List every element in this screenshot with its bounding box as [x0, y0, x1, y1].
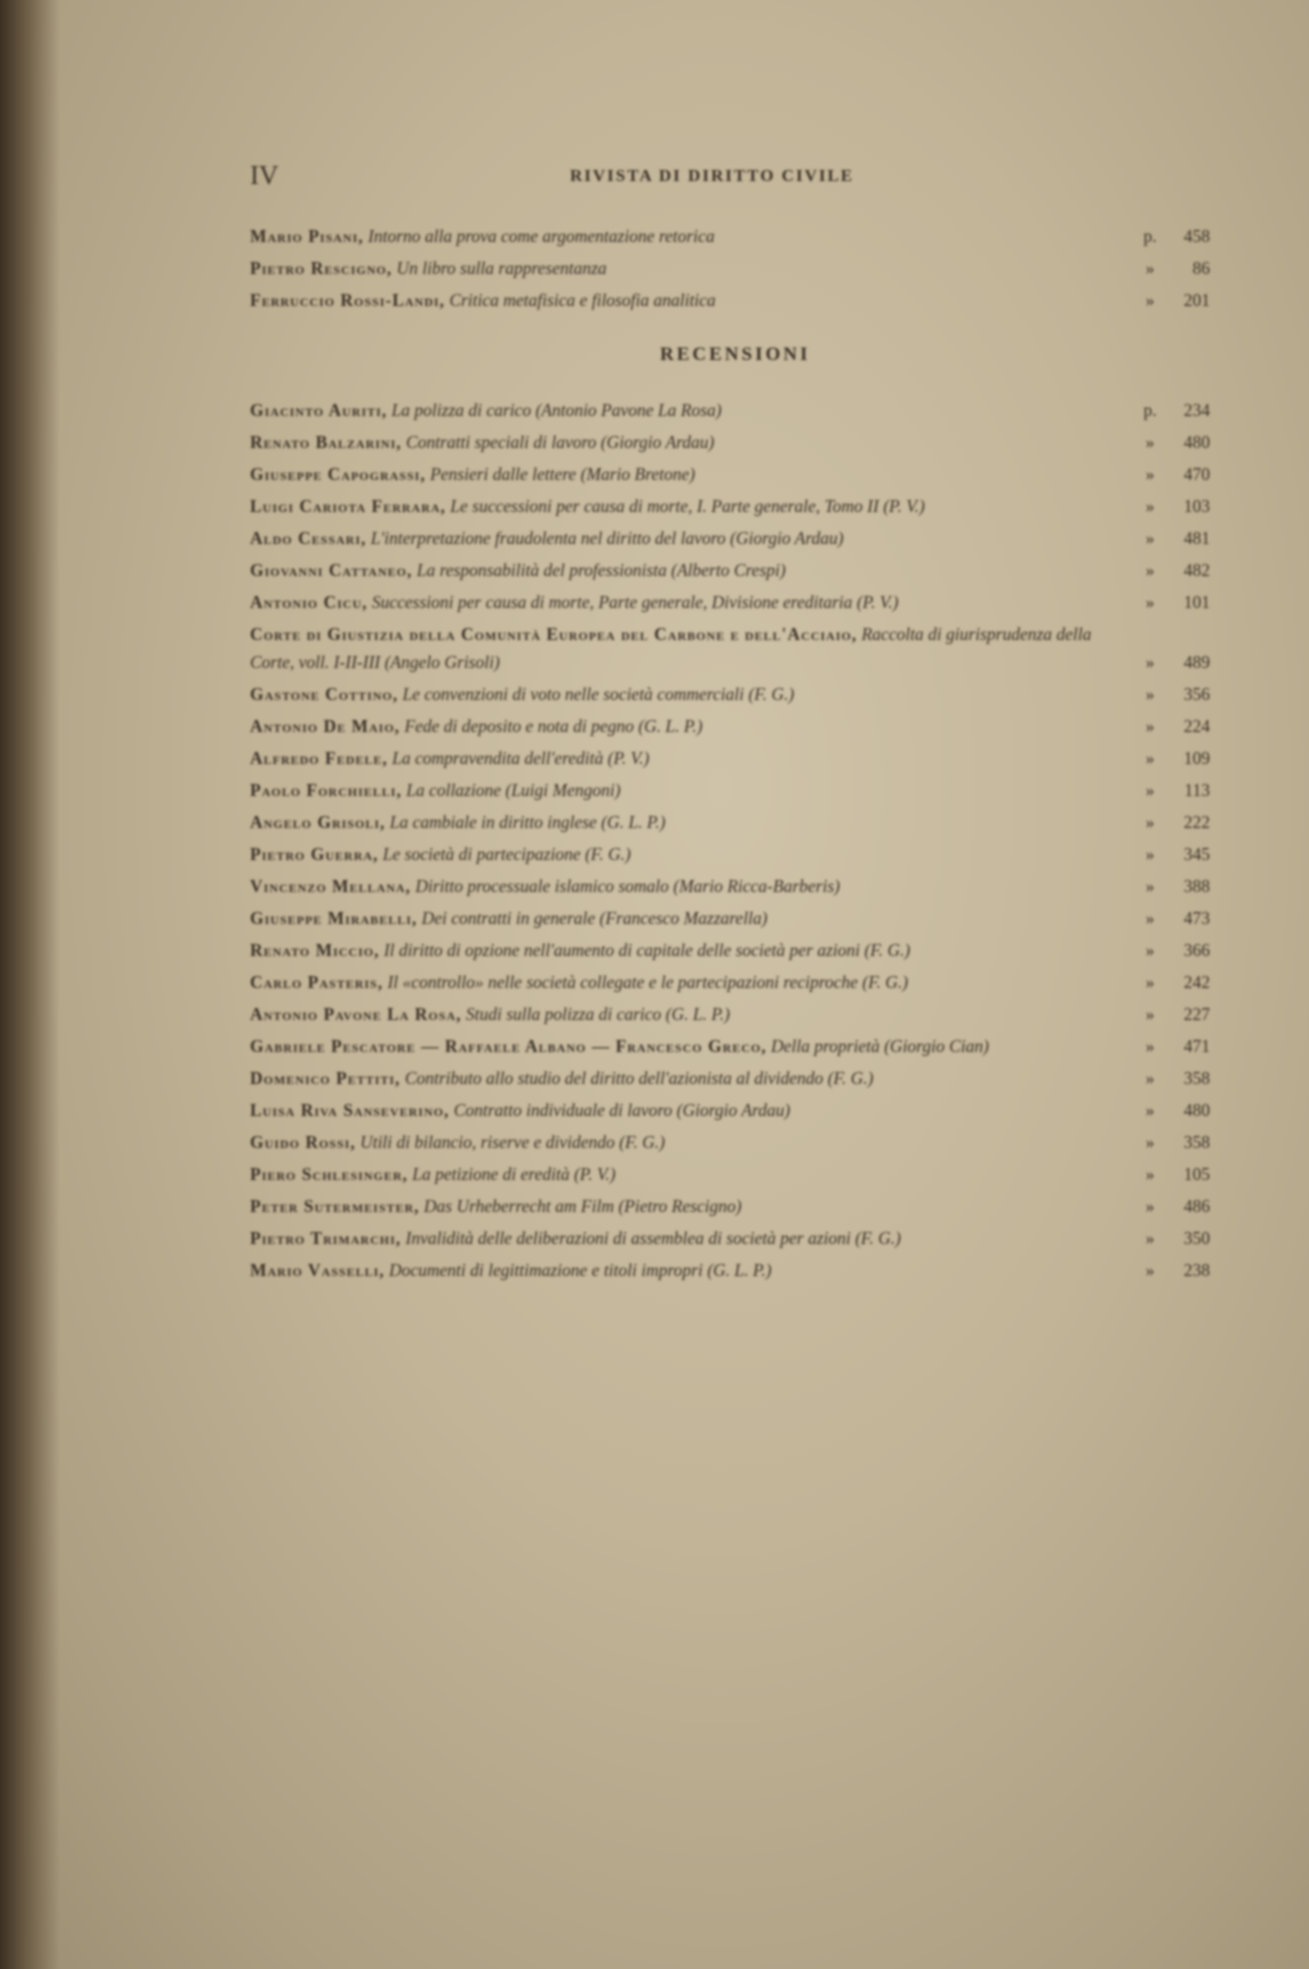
entry-title: La compravendita dell'eredità (P. V.) — [392, 748, 650, 768]
entry-author: Gabriele Pescatore — Raffaele Albano — Francesco Greco, — [250, 1036, 767, 1056]
entry-page-number: 358 — [1183, 1068, 1210, 1088]
entry-page-number: 481 — [1183, 528, 1210, 548]
entry-title: Le società di partecipazione (F. G.) — [382, 844, 631, 864]
entry-page-number: 109 — [1183, 748, 1210, 768]
index-entry — [250, 936, 1210, 964]
recensioni-list — [250, 396, 1230, 1284]
entry-text — [250, 968, 1130, 996]
entry-author: Antonio Cicu, — [250, 592, 368, 612]
entry-text — [250, 1224, 1130, 1252]
entry-page-prefix: p. — [1143, 226, 1157, 246]
entry-text — [250, 872, 1130, 900]
entry-text — [250, 808, 1130, 836]
entry-author: Corte di Giustizia della Comunità Europea del Carbone e dell'Acciaio, — [250, 624, 858, 644]
entry-title: Un libro sulla rappresentanza — [396, 258, 607, 278]
entry-title: Contratto individuale di lavoro (Giorgio Ardau) — [453, 1100, 791, 1120]
index-entry — [250, 588, 1210, 616]
entry-text — [250, 1000, 1130, 1028]
entry-page-prefix: » — [1145, 972, 1155, 992]
entry-text — [250, 680, 1130, 708]
entry-page-number: 366 — [1183, 940, 1210, 960]
entry-author: Antonio Pavone La Rosa, — [250, 1004, 462, 1024]
entry-page-prefix: » — [1145, 432, 1155, 452]
index-entry — [250, 1256, 1210, 1284]
entry-page-prefix: » — [1145, 1132, 1155, 1152]
entry-page-number: 350 — [1183, 1228, 1210, 1248]
entry-author: Pietro Rescigno, — [250, 258, 393, 278]
entry-page-number: 105 — [1183, 1164, 1210, 1184]
entry-author: Piero Schlesinger, — [250, 1164, 408, 1184]
entry-text — [250, 222, 1130, 250]
entry-title: Successioni per causa di morte, Parte generale, Divisione ereditaria (P. V.) — [371, 592, 899, 612]
entry-page-prefix: » — [1145, 1004, 1155, 1024]
entry-page-prefix: » — [1145, 748, 1155, 768]
index-entry — [250, 492, 1210, 520]
entry-author: Luisa Riva Sanseverino, — [250, 1100, 450, 1120]
entry-page-number: 113 — [1184, 780, 1210, 800]
entry-author: Mario Vasselli, — [250, 1260, 385, 1280]
entry-page-number: 473 — [1183, 908, 1210, 928]
entry-text — [250, 556, 1130, 584]
entry-page-prefix: » — [1145, 716, 1155, 736]
entry-title: Das Urheberrecht am Film (Pietro Rescigno) — [423, 1196, 742, 1216]
entry-page-prefix: » — [1145, 1196, 1155, 1216]
entry-page-prefix: » — [1145, 496, 1155, 516]
entry-page-prefix: » — [1145, 812, 1155, 832]
entry-author: Mario Pisani, — [250, 226, 364, 246]
entry-page-prefix: » — [1145, 684, 1155, 704]
index-entry — [250, 286, 1210, 314]
entry-page-number: 222 — [1183, 812, 1210, 832]
entry-page-number: 489 — [1183, 652, 1210, 672]
entry-title: La petizione di eredità (P. V.) — [412, 1164, 616, 1184]
index-entry — [250, 620, 1210, 676]
entry-page-prefix: p. — [1143, 400, 1157, 420]
index-entry — [250, 1192, 1210, 1220]
book-spine-shadow — [0, 0, 60, 1969]
entry-page-number: 482 — [1183, 560, 1210, 580]
entry-text — [250, 460, 1130, 488]
entry-text — [250, 492, 1130, 520]
entry-author: Domenico Pettiti, — [250, 1068, 401, 1088]
entry-text — [250, 396, 1130, 424]
index-entry — [250, 840, 1210, 868]
entry-title: La cambiale in diritto inglese (G. L. P.) — [389, 812, 666, 832]
entry-text — [250, 524, 1130, 552]
entry-page-prefix: » — [1145, 1164, 1155, 1184]
entry-page-prefix: » — [1145, 652, 1155, 672]
entry-page-number: 480 — [1183, 1100, 1210, 1120]
index-entry — [250, 776, 1210, 804]
entry-author: Paolo Forchielli, — [250, 780, 402, 800]
entry-title: La polizza di carico (Antonio Pavone La Rosa) — [391, 400, 722, 420]
entry-page-number: 86 — [1192, 258, 1210, 278]
entry-page-prefix: » — [1145, 560, 1155, 580]
entry-author: Aldo Cessari, — [250, 528, 367, 548]
entry-page-number: 227 — [1183, 1004, 1210, 1024]
entry-page-prefix: » — [1145, 258, 1155, 278]
index-entry — [250, 968, 1210, 996]
entry-text — [250, 1032, 1130, 1060]
entry-page-number: 480 — [1183, 432, 1210, 452]
entry-page-prefix: » — [1145, 844, 1155, 864]
entry-text — [250, 1096, 1130, 1124]
running-title: RIVISTA DI DIRITTO CIVILE — [570, 166, 855, 185]
entry-page-prefix: » — [1145, 940, 1155, 960]
entry-page-prefix: » — [1145, 290, 1155, 310]
index-entry — [250, 428, 1210, 456]
entry-page-number: 388 — [1183, 876, 1210, 896]
index-entry — [250, 222, 1210, 250]
entry-author: Giacinto Auriti, — [250, 400, 388, 420]
page-number: IV — [250, 160, 279, 190]
entry-page-number: 201 — [1183, 290, 1210, 310]
entry-page-prefix: » — [1145, 908, 1155, 928]
entry-title: Le successioni per causa di morte, I. Parte generale, Tomo II (P. V.) — [450, 496, 925, 516]
entry-page-prefix: » — [1145, 780, 1155, 800]
entry-page-prefix: » — [1145, 1036, 1155, 1056]
entry-title: Il diritto di opzione nell'aumento di capitale delle società per azioni (F. G.) — [383, 940, 911, 960]
entry-author: Alfredo Fedele, — [250, 748, 388, 768]
entry-page-prefix: » — [1145, 1228, 1155, 1248]
entry-author: Antonio De Maio, — [250, 716, 401, 736]
entry-page-prefix: » — [1145, 528, 1155, 548]
entry-title: Documenti di legittimazione e titoli impropri (G. L. P.) — [389, 1260, 772, 1280]
index-entry — [250, 808, 1210, 836]
entry-page-number: 458 — [1183, 226, 1210, 246]
entry-page-prefix: » — [1145, 592, 1155, 612]
entry-title: Fede di deposito e nota di pegno (G. L. P.) — [404, 716, 703, 736]
entry-title: Pensieri dalle lettere (Mario Bretone) — [430, 464, 696, 484]
entry-author: Giovanni Cattaneo, — [250, 560, 413, 580]
entry-author: Gastone Cottino, — [250, 684, 399, 704]
entry-text — [250, 286, 1130, 314]
entry-page-number: 345 — [1183, 844, 1210, 864]
entry-author: Peter Sutermeister, — [250, 1196, 420, 1216]
entry-page-number: 358 — [1183, 1132, 1210, 1152]
section-heading-recensioni: RECENSIONI — [660, 344, 811, 365]
entry-text — [250, 620, 1130, 676]
entry-text — [250, 1160, 1130, 1188]
page-header — [250, 160, 1230, 200]
entry-page-prefix: » — [1145, 876, 1155, 896]
entry-title: La collazione (Luigi Mengoni) — [406, 780, 621, 800]
index-entry — [250, 396, 1210, 424]
entry-title: Dei contratti in generale (Francesco Mazzarella) — [421, 908, 768, 928]
entry-page-prefix: » — [1145, 464, 1155, 484]
index-entry — [250, 1000, 1210, 1028]
entry-page-number: 101 — [1183, 592, 1210, 612]
entry-text — [250, 428, 1130, 456]
entry-title: Raccolta di giurisprudenza della Corte, voll. I-II-III (Angelo Grisoli) — [250, 624, 1092, 672]
articles-list — [250, 222, 1230, 314]
entry-text — [250, 588, 1130, 616]
index-entry — [250, 1096, 1210, 1124]
entry-page-number: 234 — [1183, 400, 1210, 420]
entry-author: Renato Balzarini, — [250, 432, 402, 452]
entry-text — [250, 1128, 1130, 1156]
entry-text — [250, 712, 1130, 740]
entry-author: Vincenzo Mellana, — [250, 876, 411, 896]
entry-page-number: 242 — [1183, 972, 1210, 992]
index-entry — [250, 1128, 1210, 1156]
entry-title: L'interpretazione fraudolenta nel diritto del lavoro (Giorgio Ardau) — [370, 528, 844, 548]
entry-text — [250, 840, 1130, 868]
entry-author: Giuseppe Mirabelli, — [250, 908, 418, 928]
entry-text — [250, 1256, 1130, 1284]
entry-page-prefix: » — [1145, 1068, 1155, 1088]
entry-title: Contratti speciali di lavoro (Giorgio Ardau) — [406, 432, 715, 452]
entry-author: Angelo Grisoli, — [250, 812, 386, 832]
entry-title: Utili di bilancio, riserve e dividendo (F. G.) — [360, 1132, 665, 1152]
entry-author: Pietro Guerra, — [250, 844, 379, 864]
entry-text — [250, 1192, 1130, 1220]
entry-page-number: 103 — [1183, 496, 1210, 516]
entry-title: Diritto processuale islamico somalo (Mario Ricca-Barberis) — [415, 876, 840, 896]
entry-text — [250, 254, 1130, 282]
entry-text — [250, 904, 1130, 932]
entry-text — [250, 1064, 1130, 1092]
entry-author: Renato Miccio, — [250, 940, 380, 960]
entry-page-number: 486 — [1183, 1196, 1210, 1216]
index-entry — [250, 1160, 1210, 1188]
entry-title: Le convenzioni di voto nelle società commerciali (F. G.) — [402, 684, 795, 704]
entry-author: Pietro Trimarchi, — [250, 1228, 402, 1248]
index-entry — [250, 460, 1210, 488]
index-entry — [250, 524, 1210, 552]
entry-page-number: 471 — [1183, 1036, 1210, 1056]
entry-text — [250, 936, 1130, 964]
entry-title: La responsabilità del professionista (Alberto Crespi) — [416, 560, 786, 580]
index-entry — [250, 1064, 1210, 1092]
entry-title: Della proprietà (Giorgio Cian) — [771, 1036, 989, 1056]
index-entry — [250, 680, 1210, 708]
index-entry — [250, 712, 1210, 740]
entry-page-prefix: » — [1145, 1260, 1155, 1280]
index-entry — [250, 872, 1210, 900]
entry-title: Invalidità delle deliberazioni di assemblea di società per azioni (F. G.) — [405, 1228, 901, 1248]
entry-page-number: 356 — [1183, 684, 1210, 704]
entry-author: Luigi Cariota Ferrara, — [250, 496, 446, 516]
entry-title: Critica metafisica e filosofia analitica — [449, 290, 716, 310]
entry-text — [250, 744, 1130, 772]
index-entry — [250, 744, 1210, 772]
index-entry — [250, 556, 1210, 584]
entry-page-prefix: » — [1145, 1100, 1155, 1120]
entry-title: Intorno alla prova come argomentazione retorica — [368, 226, 715, 246]
entry-title: Contributo allo studio del diritto dell'azionista al dividendo (F. G.) — [404, 1068, 874, 1088]
entry-author: Carlo Pasteris, — [250, 972, 384, 992]
entry-page-number: 224 — [1183, 716, 1210, 736]
index-page — [250, 160, 1230, 1560]
index-entry — [250, 1224, 1210, 1252]
entry-author: Ferruccio Rossi-Landi, — [250, 290, 445, 310]
index-entry — [250, 904, 1210, 932]
entry-author: Giuseppe Capograssi, — [250, 464, 426, 484]
entry-author: Guido Rossi, — [250, 1132, 356, 1152]
entry-page-number: 238 — [1183, 1260, 1210, 1280]
entry-title: Studi sulla polizza di carico (G. L. P.) — [465, 1004, 730, 1024]
entry-text — [250, 776, 1130, 804]
index-entry — [250, 254, 1210, 282]
entry-title: Il «controllo» nelle società collegate e le partecipazioni reciproche (F. G.) — [387, 972, 909, 992]
entry-page-number: 470 — [1183, 464, 1210, 484]
index-entry — [250, 1032, 1210, 1060]
